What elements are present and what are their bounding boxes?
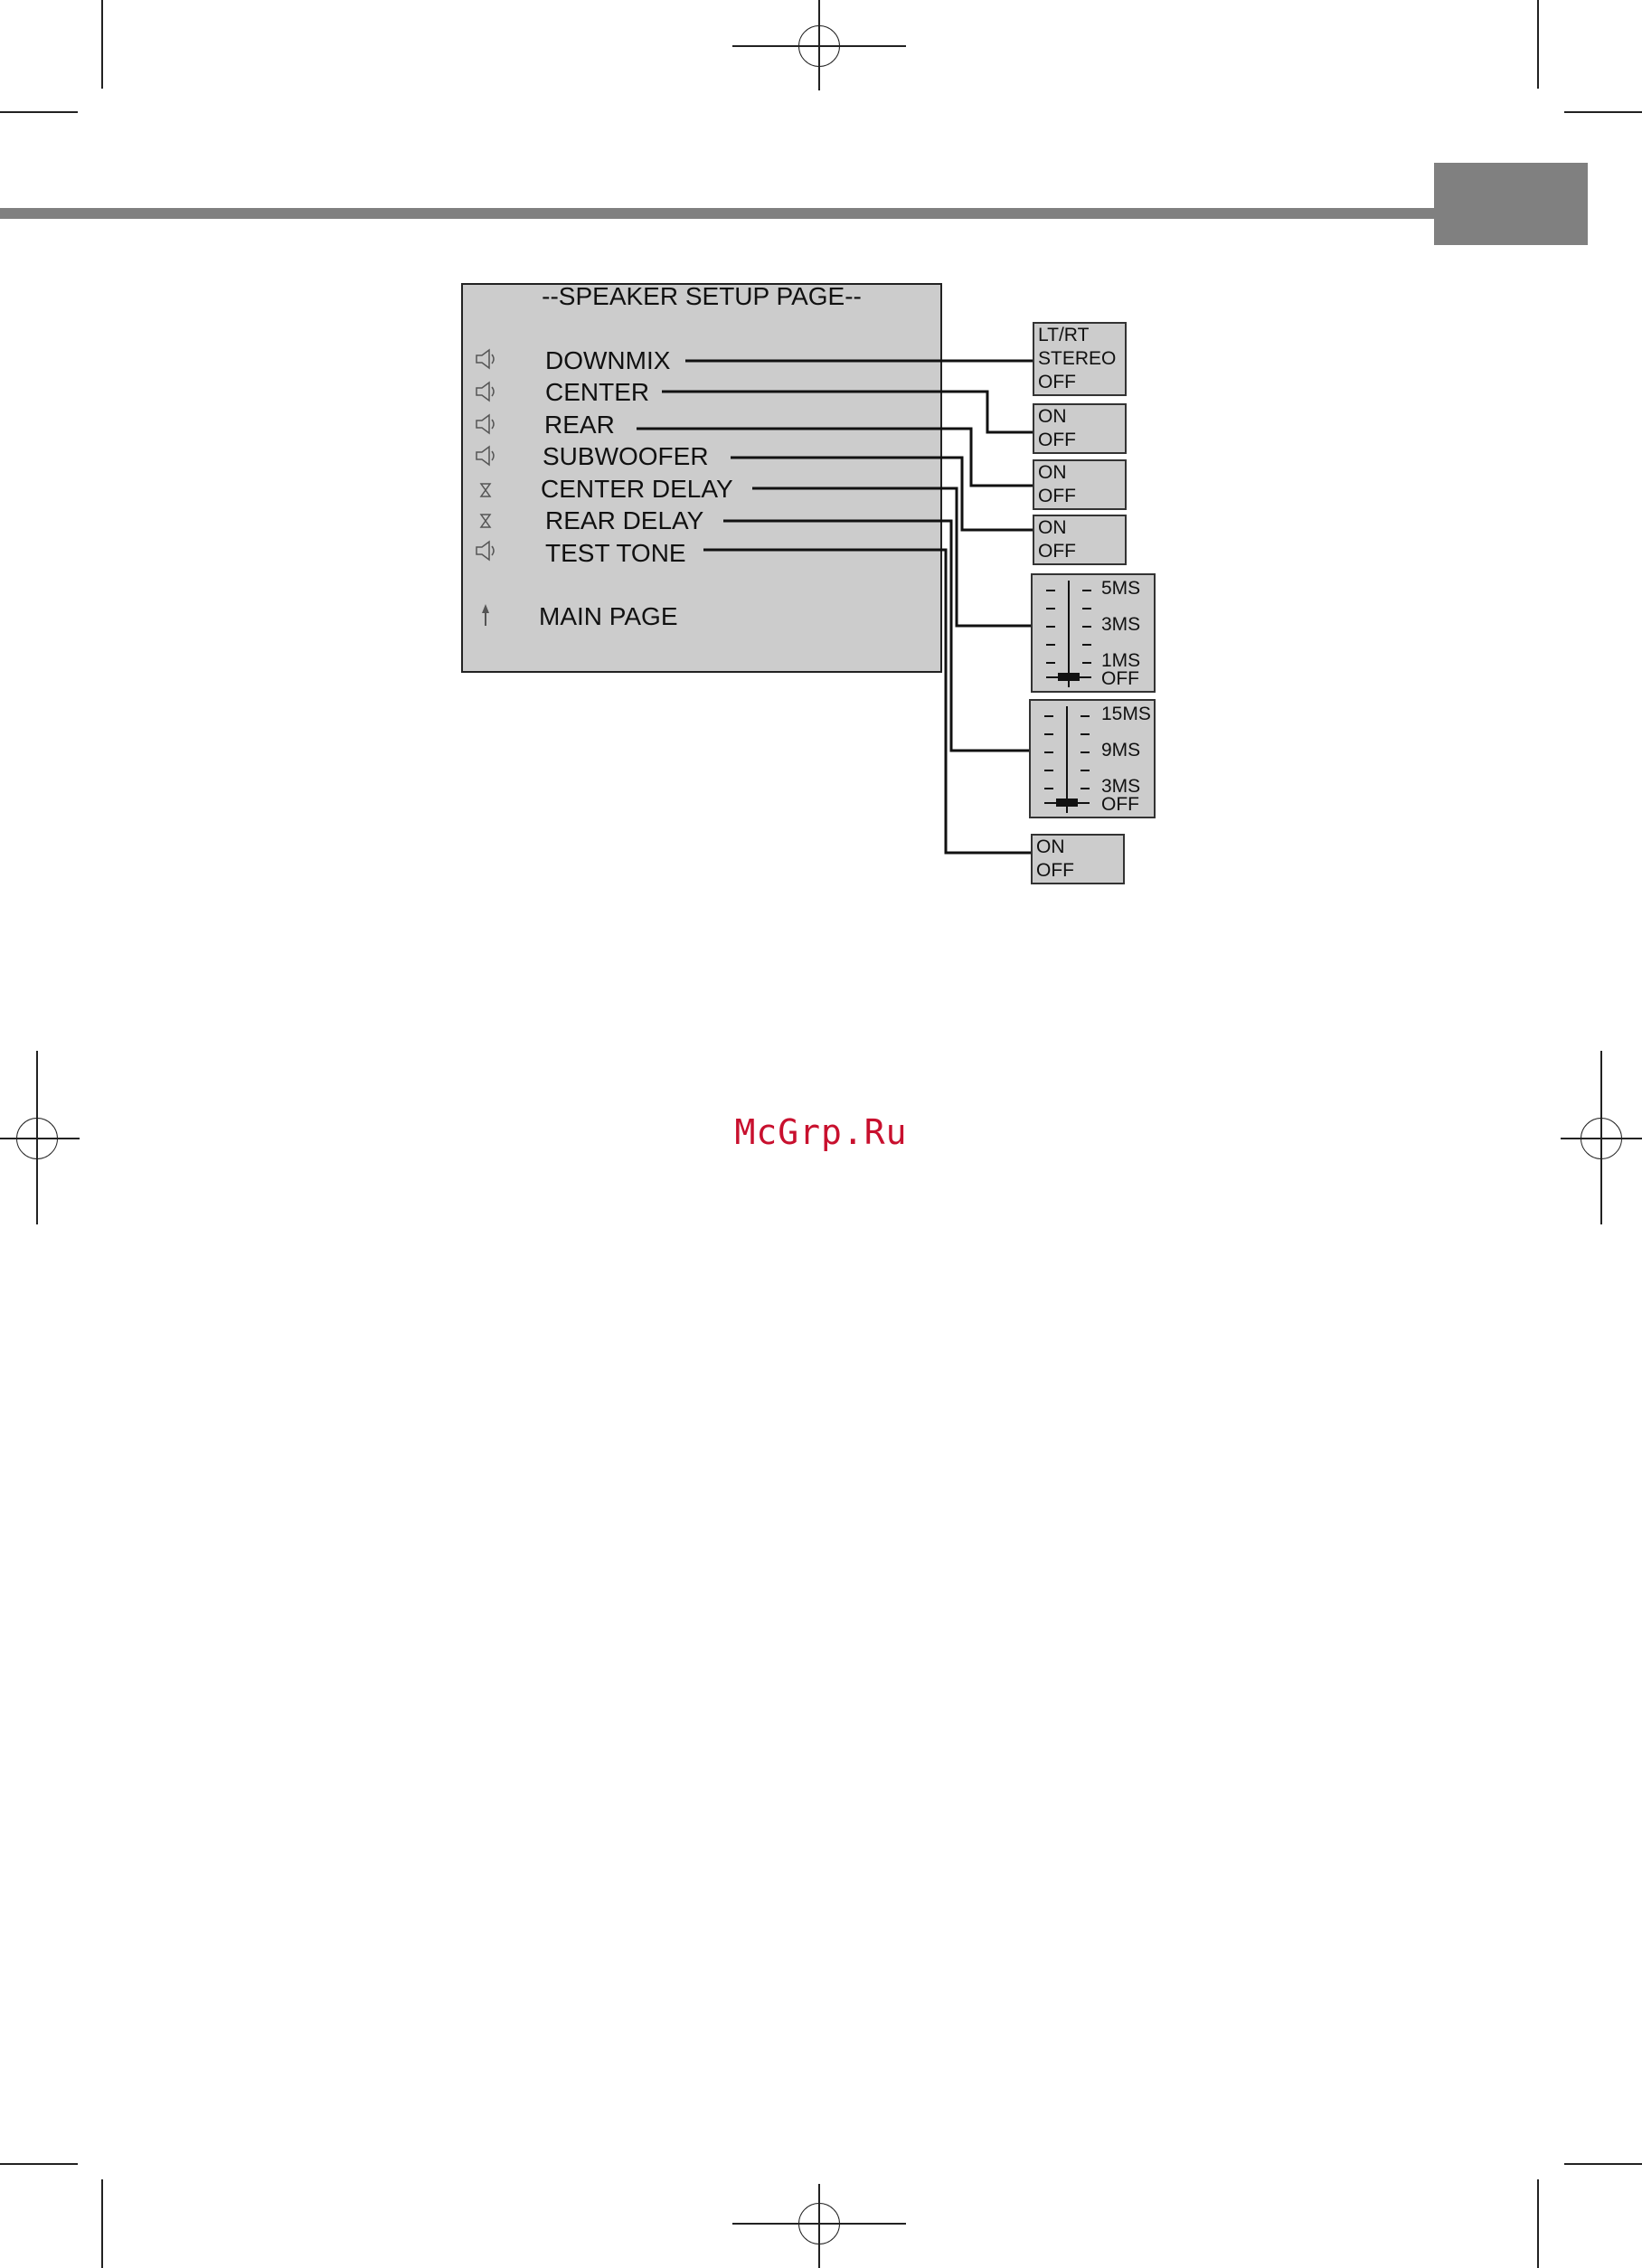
test-tone-options: [1031, 834, 1125, 884]
menu-item-rear[interactable]: REAR: [544, 411, 615, 439]
center-options: [1033, 403, 1127, 454]
connector-center: [662, 392, 1033, 432]
option-on[interactable]: ON: [1038, 406, 1067, 427]
connector-center-delay: [752, 488, 1031, 626]
menu-item-subwoofer[interactable]: SUBWOOFER: [543, 442, 709, 470]
menu-item-center-delay[interactable]: CENTER DELAY: [541, 475, 733, 503]
option-on[interactable]: ON: [1036, 836, 1065, 857]
connector-test-tone: [703, 550, 1033, 853]
option-off[interactable]: OFF: [1038, 430, 1076, 450]
option-stereo[interactable]: STEREO: [1038, 348, 1117, 369]
option-on[interactable]: ON: [1038, 462, 1067, 483]
option-5ms[interactable]: 5MS: [1101, 578, 1141, 599]
menu-item-rear-delay[interactable]: REAR DELAY: [545, 506, 704, 534]
option-on[interactable]: ON: [1038, 517, 1067, 538]
main-page-link[interactable]: MAIN PAGE: [539, 602, 678, 630]
rear-options: [1033, 459, 1127, 510]
subwoofer-options: [1033, 515, 1127, 565]
option-off[interactable]: OFF: [1036, 860, 1074, 881]
connector-subwoofer: [731, 458, 1033, 530]
menu-title: --SPEAKER SETUP PAGE--: [542, 282, 862, 310]
option-off[interactable]: OFF: [1038, 372, 1076, 392]
menu-item-test-tone[interactable]: TEST TONE: [545, 539, 686, 567]
option-lt-rt[interactable]: LT/RT: [1038, 325, 1090, 345]
option-3ms[interactable]: 3MS: [1101, 614, 1141, 635]
option-15ms[interactable]: 15MS: [1101, 704, 1151, 724]
watermark: McGrp.Ru: [734, 1112, 908, 1152]
menu-item-center[interactable]: CENTER: [545, 378, 650, 406]
downmix-options: [1033, 322, 1127, 396]
connector-rear-delay: [723, 521, 1031, 751]
option-off[interactable]: OFF: [1038, 541, 1076, 562]
option-off[interactable]: OFF: [1038, 486, 1076, 506]
slider-handle: [1056, 799, 1078, 807]
option-9ms[interactable]: 9MS: [1101, 740, 1141, 761]
menu-item-downmix[interactable]: DOWNMIX: [545, 346, 671, 374]
slider-handle: [1058, 673, 1080, 681]
rear-delay-slider[interactable]: [1029, 699, 1156, 818]
option-off[interactable]: OFF: [1101, 668, 1139, 689]
option-3ms[interactable]: 3MS: [1101, 776, 1141, 797]
center-delay-slider[interactable]: [1031, 573, 1156, 693]
option-off[interactable]: OFF: [1101, 794, 1139, 815]
option-1ms[interactable]: 1MS: [1101, 650, 1141, 671]
